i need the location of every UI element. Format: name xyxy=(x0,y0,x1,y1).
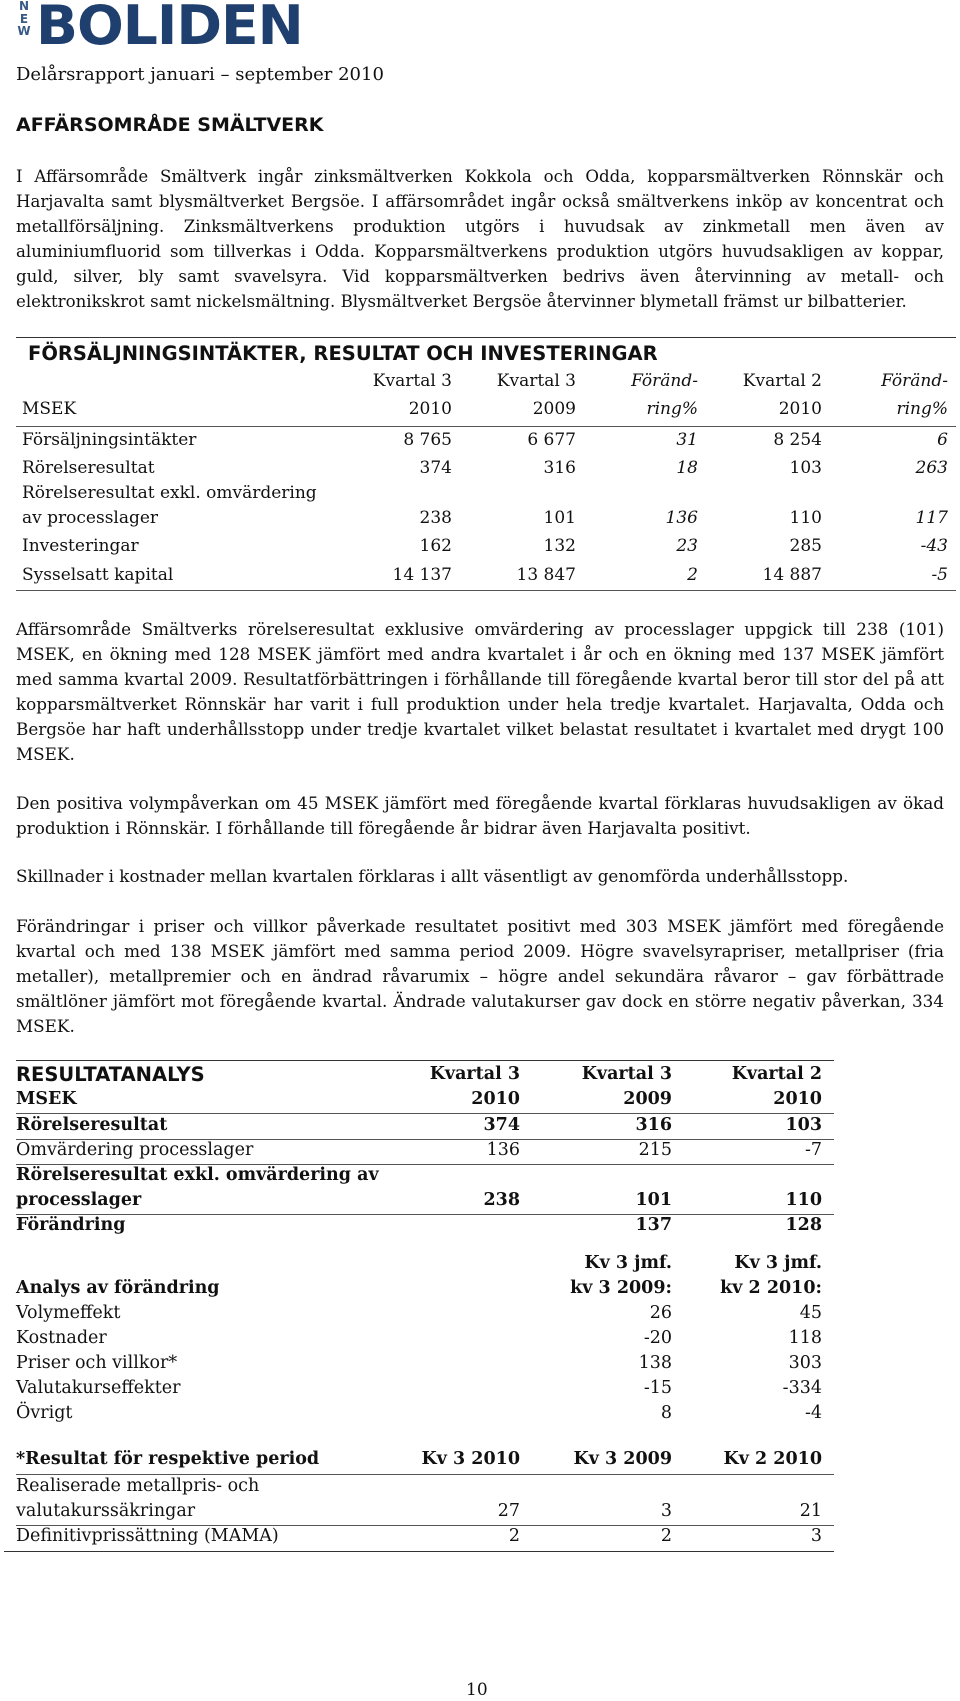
t1-cell: 103 xyxy=(789,458,822,478)
t2-analysis-header-top: Kv 3 jmf. xyxy=(584,1253,672,1273)
t2-period-header: Kv 3 2009 xyxy=(573,1449,672,1469)
t1-row-label: Investeringar xyxy=(22,536,139,556)
t1-header-top: Kvartal 2 xyxy=(742,371,822,391)
t1-row-label: Försäljningsintäkter xyxy=(22,430,197,450)
t1-row-label: Rörelseresultat exkl. omvärdering xyxy=(22,483,317,503)
section-heading: AFFÄRSOMRÅDE SMÄLTVERK xyxy=(16,114,324,136)
t1-cell: -43 xyxy=(920,536,948,556)
t2-header-top: Kvartal 3 xyxy=(581,1064,672,1084)
t1-unit-label: MSEK xyxy=(22,399,77,419)
t2-unit-label: MSEK xyxy=(16,1089,77,1109)
t1-cell: 117 xyxy=(915,508,948,528)
t1-header-top: Kvartal 3 xyxy=(372,371,452,391)
body-paragraph: Förändringar i priser och villkor påverkade resultatet positivt med 303 MSEK jämfört med föregående kvartal och med 138 MSEK jämfört med samma period 2009. Högre svavelsyrapriser, metallpriser (fria metaller), metallpremier och en ändrad råvarumix – högre andel sekundära råvaror – gav förbättrade smältlöner jämfört mot föregående kvartal. Ändrade valutakurser gav dock en större negativ påverkan, 334 MSEK. xyxy=(16,916,944,1036)
t1-header-top: Föränd- xyxy=(881,371,948,391)
t2-cell: 21 xyxy=(799,1501,822,1521)
t1-header-bottom: 2010 xyxy=(778,399,822,419)
t2-cell: 128 xyxy=(785,1215,822,1235)
report-title: Delårsrapport januari – september 2010 xyxy=(16,64,384,85)
t2-cell: 137 xyxy=(635,1215,672,1235)
t2-period-label: *Resultat för respektive period xyxy=(16,1449,320,1469)
t2-cell: 103 xyxy=(785,1115,822,1135)
t2-period-row-label: Realiserade metallpris- och xyxy=(16,1476,260,1496)
t2-period-header: Kv 2 2010 xyxy=(723,1449,822,1469)
t1-cell: 23 xyxy=(676,536,698,556)
table2-bottom-rule xyxy=(4,1551,834,1552)
t2-header-top: Kvartal 2 xyxy=(731,1064,822,1084)
t1-row-label: Rörelseresultat xyxy=(22,458,155,478)
t2-cell: 316 xyxy=(635,1115,672,1135)
t1-cell: -5 xyxy=(931,565,948,585)
t2-period-header: Kv 3 2010 xyxy=(421,1449,520,1469)
t1-cell: 18 xyxy=(676,458,698,478)
t2-cell: 26 xyxy=(649,1303,672,1323)
t1-header-top: Kvartal 3 xyxy=(496,371,576,391)
t2-cell: 136 xyxy=(486,1140,520,1160)
t1-cell: 238 xyxy=(419,508,452,528)
t1-cell: 374 xyxy=(419,458,452,478)
t2-cell: 238 xyxy=(483,1190,520,1210)
t1-cell: 6 xyxy=(937,430,948,450)
t2-analysis-row-label: Övrigt xyxy=(16,1403,73,1423)
t2-cell: -15 xyxy=(643,1378,672,1398)
t2-header-top: Kvartal 3 xyxy=(429,1064,520,1084)
t1-cell: 14 887 xyxy=(762,565,822,585)
t1-cell: 31 xyxy=(676,430,698,450)
t2-rule xyxy=(16,1113,834,1114)
t2-period-row-label: Definitivprissättning (MAMA) xyxy=(16,1526,279,1546)
t1-cell: 263 xyxy=(915,458,948,478)
t1-header-top: Föränd- xyxy=(631,371,698,391)
t2-cell: 8 xyxy=(660,1403,672,1423)
t2-cell: 374 xyxy=(483,1115,520,1135)
t1-cell: 285 xyxy=(789,536,822,556)
t2-header-bottom: 2009 xyxy=(623,1089,672,1109)
t1-header-bottom: ring% xyxy=(646,399,698,419)
t2-analysis-row-label: Valutakurseffekter xyxy=(16,1378,181,1398)
logo-prefix: N E W xyxy=(17,0,31,38)
t1-cell: 132 xyxy=(543,536,576,556)
t2-rule xyxy=(16,1474,834,1475)
t2-cell: 110 xyxy=(785,1190,822,1210)
logo-wordmark: BOLIDEN xyxy=(36,0,303,57)
t2-cell: 3 xyxy=(810,1526,822,1546)
t1-cell: 6 677 xyxy=(527,430,576,450)
table1-title: FÖRSÄLJNINGSINTÄKTER, RESULTAT OCH INVESTERINGAR xyxy=(28,342,658,365)
t1-cell: 2 xyxy=(687,565,698,585)
t1-cell: 162 xyxy=(419,536,452,556)
t2-period-row-label-cont: valutakurssäkringar xyxy=(16,1501,196,1521)
t2-analysis-header-bottom: kv 3 2009: xyxy=(570,1278,672,1298)
t2-analysis-row-label: Volymeffekt xyxy=(16,1303,121,1323)
t2-row-label: Rörelseresultat exkl. omvärdering av xyxy=(16,1165,379,1185)
t2-cell: -20 xyxy=(643,1328,672,1348)
t1-header-bottom: 2009 xyxy=(532,399,576,419)
t2-title: RESULTATANALYS xyxy=(16,1063,205,1086)
t2-row-label: Omvärdering processlager xyxy=(16,1140,254,1160)
t2-cell: 27 xyxy=(497,1501,520,1521)
t2-row-label: Förändring xyxy=(16,1215,126,1235)
t2-cell: -7 xyxy=(804,1140,822,1160)
t1-cell: 101 xyxy=(543,508,576,528)
t2-cell: 3 xyxy=(660,1501,672,1521)
t2-row-label-cont: processlager xyxy=(16,1190,142,1210)
t2-cell: 303 xyxy=(788,1353,822,1373)
t2-analysis-row-label: Kostnader xyxy=(16,1328,107,1348)
t1-row-label-cont: av processlager xyxy=(22,508,159,528)
t1-row-label: Sysselsatt kapital xyxy=(22,565,174,585)
t2-cell: -4 xyxy=(804,1403,822,1423)
t2-header-bottom: 2010 xyxy=(773,1089,822,1109)
t2-header-bottom: 2010 xyxy=(471,1089,520,1109)
t2-cell: 215 xyxy=(638,1140,672,1160)
t1-header-bottom: 2010 xyxy=(408,399,452,419)
body-paragraph: Affärsområde Smältverks rörelseresultat exklusive omvärdering av processlager uppgick till 238 (101) MSEK, en ökning med 128 MSEK jämfört med andra kvartalet i år och en ökning med 137 MSEK jämfört med samma kvartal 2009. Resultatförbättringen i förhållande till föregående kvartal beror till stor del på att kopparsmältverket Rönnskär har varit i full produktion under hela tredje kvartalet. Harjavalta, Odda och Bergsöe har haft underhållsstopp under tredje kvartalet vilket belastat resultatet i kvartalet med drygt 100 MSEK. xyxy=(16,619,944,764)
t2-analysis-header-top: Kv 3 jmf. xyxy=(734,1253,822,1273)
page-number: 10 xyxy=(466,1680,488,1700)
t2-analysis-header-bottom: kv 2 2010: xyxy=(720,1278,822,1298)
body-paragraph: Skillnader i kostnader mellan kvartalen förklaras i allt väsentligt av genomförda underhållsstopp. xyxy=(16,866,849,886)
t1-cell: 8 765 xyxy=(403,430,452,450)
t1-cell: 136 xyxy=(665,508,698,528)
t2-cell: 2 xyxy=(660,1526,672,1546)
t2-cell: 101 xyxy=(635,1190,672,1210)
t1-header-bottom: ring% xyxy=(896,399,948,419)
t2-cell: 118 xyxy=(788,1328,822,1348)
intro-paragraph: I Affärsområde Smältverk ingår zinksmältverken Kokkola och Odda, kopparsmältverken Rönnskär och Harjavalta samt blysmältverket Bergsöe. I affärsområdet ingår också smältverkens inköp av koncentrat och metallförsäljning. Zinksmältverkens produktion utgörs i huvudsak av zinkmetall men även av aluminiumfluorid som tillverkas i Odda. Kopparsmältverkens produktion utgörs huvudsakligen av koppar, guld, silver, bly samt svavelsyra. Vid kopparsmältverken bedrivs även återvinning av metall- och elektronikskrot samt nickelsmältning. Blysmältverket Bergsöe återvinner blymetall främst ur bilbatterier. xyxy=(16,167,944,311)
t1-cell: 13 847 xyxy=(516,565,576,585)
t2-cell: 2 xyxy=(508,1526,520,1546)
t2-cell: 45 xyxy=(799,1303,822,1323)
t1-cell: 14 137 xyxy=(392,565,452,585)
t1-cell: 110 xyxy=(789,508,822,528)
t2-cell: 138 xyxy=(638,1353,672,1373)
body-paragraph: Den positiva volympåverkan om 45 MSEK jämfört med föregående kvartal förklaras huvudsakligen av ökad produktion i Rönnskär. I förhållande till föregående år bidrar även Harjavalta positivt. xyxy=(16,793,944,838)
t2-analysis-label: Analys av förändring xyxy=(16,1278,220,1298)
t1-cell: 316 xyxy=(543,458,576,478)
t2-analysis-row-label: Priser och villkor* xyxy=(16,1353,178,1373)
t2-row-label: Rörelseresultat xyxy=(16,1115,168,1135)
t2-cell: -334 xyxy=(782,1378,822,1398)
t1-cell: 8 254 xyxy=(773,430,822,450)
